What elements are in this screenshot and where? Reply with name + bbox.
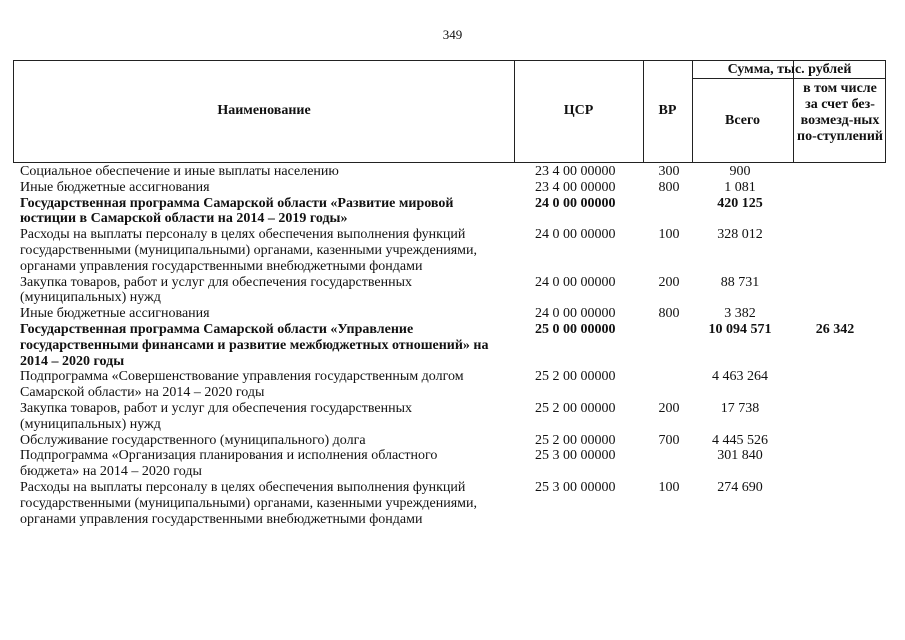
table-row xyxy=(0,322,905,369)
row-csr: 24 0 00 00000 xyxy=(535,227,616,243)
row-name: Иные бюджетные ассигнования xyxy=(20,179,210,195)
row-name: Обслуживание государственного (муниципального) долга xyxy=(20,432,366,448)
header-vr: ВР xyxy=(658,103,677,118)
header-csr: ЦСР xyxy=(563,103,594,118)
table-row xyxy=(0,369,905,401)
table-row xyxy=(0,196,905,228)
row-name: Подпрограмма «Организация планирования и исполнения областного бюджета» на 2014 – 2020 годы xyxy=(20,448,438,480)
table-row xyxy=(0,306,905,322)
row-vr: 700 xyxy=(658,432,680,448)
row-csr: 25 3 00 00000 xyxy=(535,448,616,464)
row-total: 88 731 xyxy=(720,274,760,290)
table-row xyxy=(0,164,905,180)
row-name: Расходы на выплаты персоналу в целях обеспечения выполнения функций государственными (муниципальными) органами, казенными учреждениями, органами управления государственными внебюджетными фондами xyxy=(20,479,477,527)
row-csr: 24 0 00 00000 xyxy=(535,195,616,211)
row-vr: 800 xyxy=(658,306,680,322)
row-csr: 25 2 00 00000 xyxy=(535,400,616,416)
row-gratis: 26 342 xyxy=(815,321,855,337)
row-name: Социальное обеспечение и иные выплаты населению xyxy=(20,164,339,179)
row-total: 900 xyxy=(729,164,751,179)
row-vr: 100 xyxy=(658,479,680,495)
row-total: 17 738 xyxy=(720,400,760,416)
row-csr: 24 0 00 00000 xyxy=(535,306,616,322)
table-row xyxy=(0,480,905,527)
header-gratis: в том числе за счет без-возмезд-ных по-ступлений xyxy=(797,81,883,144)
header-sum-title: Сумма, тыс. рублей xyxy=(727,62,852,77)
page-number: 349 xyxy=(442,27,463,42)
table-row xyxy=(0,433,905,449)
row-name: Подпрограмма «Совершенствование управления государственным долгом Самарской области» на 2014 – 2020 годы xyxy=(20,369,464,401)
row-csr: 25 3 00 00000 xyxy=(535,479,616,495)
row-total: 10 094 571 xyxy=(708,321,772,337)
table-row xyxy=(0,227,905,274)
table-row xyxy=(0,401,905,433)
row-vr: 200 xyxy=(658,400,680,416)
row-csr: 25 0 00 00000 xyxy=(535,321,616,337)
row-name: Закупка товаров, работ и услуг для обеспечения государственных (муниципальных) нужд xyxy=(20,400,413,432)
row-name: Иные бюджетные ассигнования xyxy=(20,306,210,322)
row-total: 1 081 xyxy=(724,179,756,195)
table-body xyxy=(0,164,905,527)
row-total: 274 690 xyxy=(717,479,763,495)
row-total: 328 012 xyxy=(717,227,763,243)
table-header xyxy=(13,60,886,163)
row-total: 420 125 xyxy=(717,195,763,211)
row-csr: 25 2 00 00000 xyxy=(535,369,616,385)
row-csr: 24 0 00 00000 xyxy=(535,274,616,290)
row-vr: 300 xyxy=(658,164,680,179)
row-name: Государственная программа Самарской области «Управление государственными финансами и развитие межбюджетных отношений» на 2014 – 2020 годы xyxy=(20,321,489,369)
row-total: 4 445 526 xyxy=(712,432,768,448)
table-row xyxy=(0,448,905,480)
row-name: Закупка товаров, работ и услуг для обеспечения государственных (муниципальных) нужд xyxy=(20,274,413,306)
row-name: Государственная программа Самарской области «Развитие мировой юстиции в Самарской области на 2014 – 2019 годы» xyxy=(20,195,454,227)
table-row xyxy=(0,275,905,307)
row-vr: 100 xyxy=(658,227,680,243)
row-csr: 25 2 00 00000 xyxy=(535,432,616,448)
row-total: 4 463 264 xyxy=(712,369,768,385)
row-total: 301 840 xyxy=(717,448,763,464)
row-name: Расходы на выплаты персоналу в целях обеспечения выполнения функций государственными (муниципальными) органами, казенными учреждениями, органами управления государственными внебюджетными фондами xyxy=(20,227,477,274)
row-total: 3 382 xyxy=(724,306,756,322)
row-vr: 200 xyxy=(658,274,680,290)
row-csr: 23 4 00 00000 xyxy=(535,164,616,179)
header-name: Наименование xyxy=(217,103,311,118)
table-row xyxy=(0,180,905,196)
row-csr: 23 4 00 00000 xyxy=(535,179,616,195)
header-total: Всего xyxy=(725,113,760,128)
row-vr: 800 xyxy=(658,179,680,195)
